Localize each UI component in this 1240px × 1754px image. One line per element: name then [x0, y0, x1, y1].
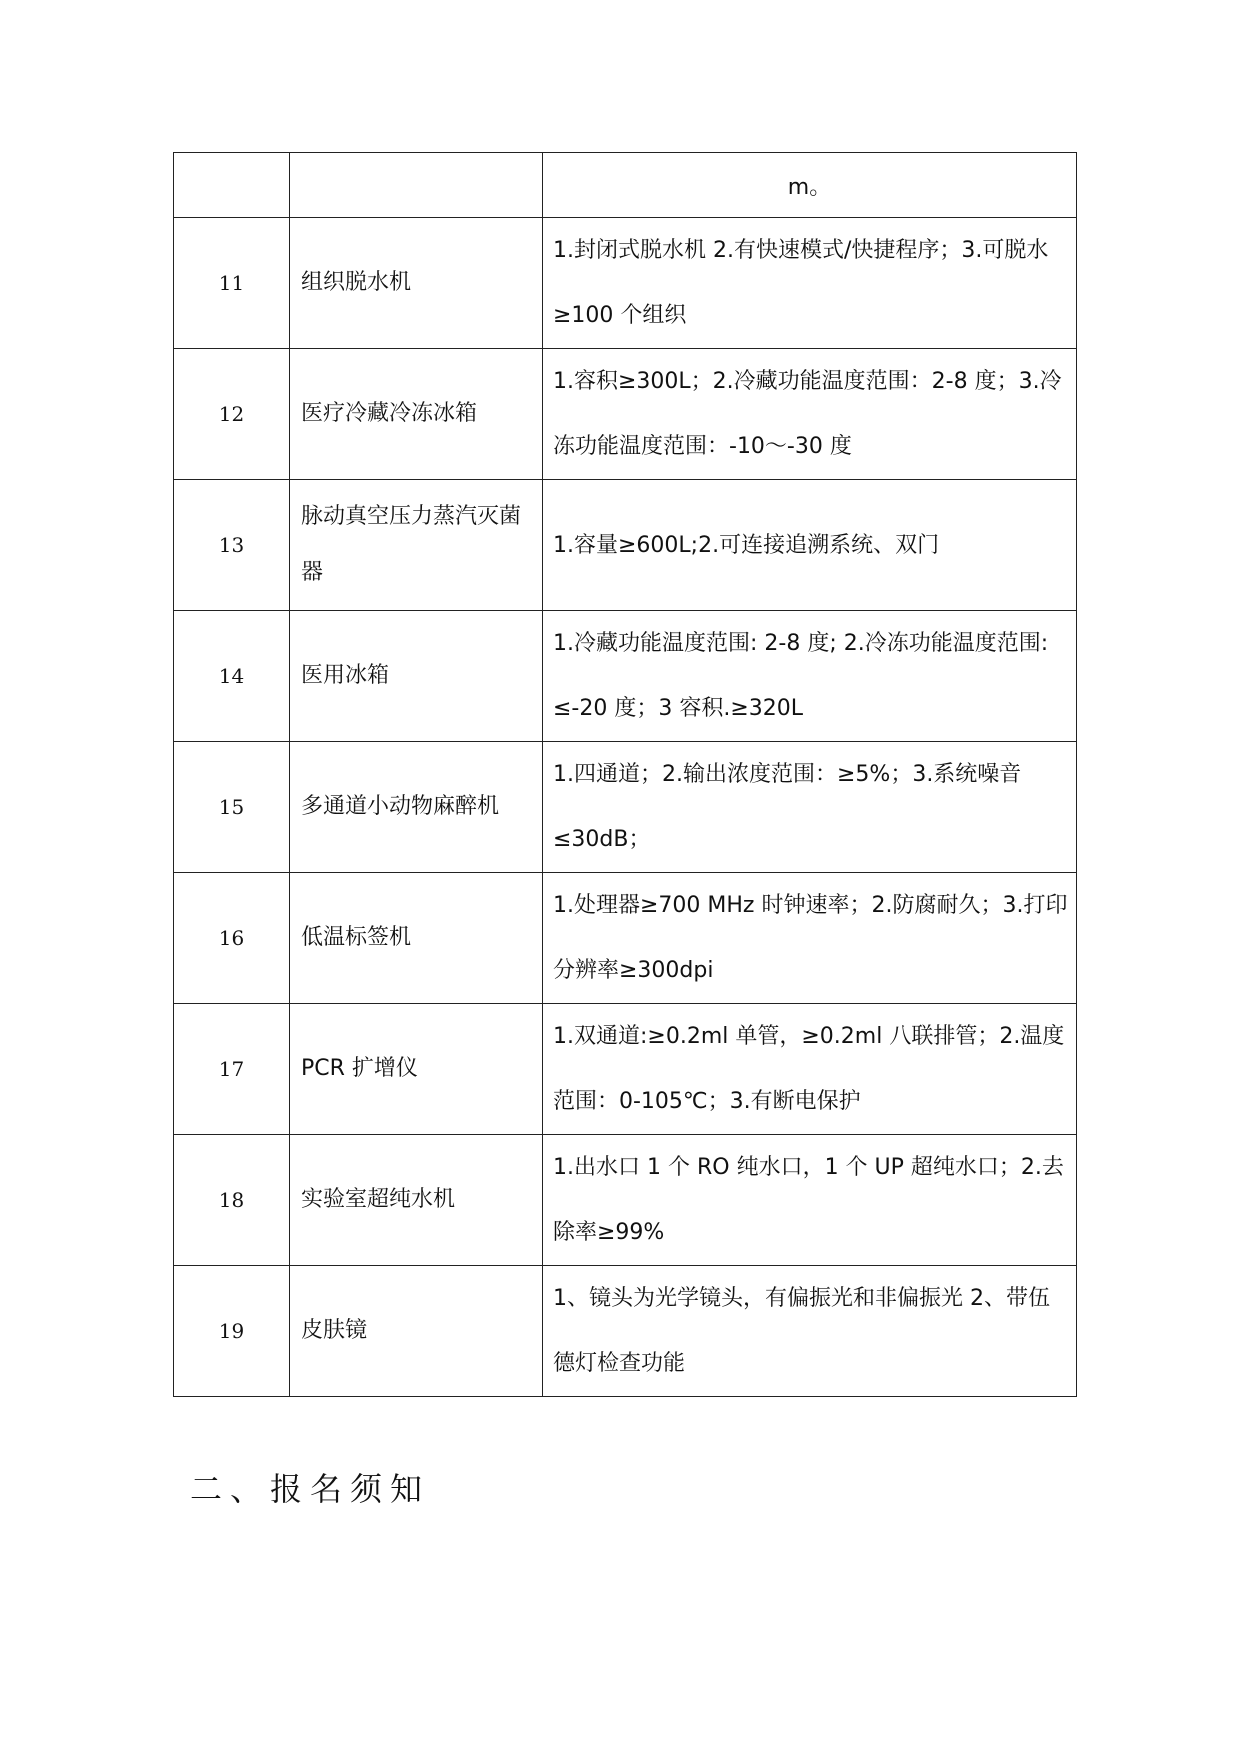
table-row — [174, 1266, 1077, 1397]
table-row — [174, 1135, 1077, 1266]
item-spec: 1.容量≥600L;2.可连接追溯系统、双门 — [543, 480, 1077, 611]
item-name: 组织脱水机 — [290, 218, 543, 349]
item-spec: 1.冷藏功能温度范围: 2-8 度; 2.冷冻功能温度范围: ≤-20 度；3 容积.≥320L — [543, 611, 1077, 742]
table-row — [174, 349, 1077, 480]
item-name: 医用冰箱 — [290, 611, 543, 742]
item-number: 12 — [174, 349, 290, 480]
item-name: 低温标签机 — [290, 873, 543, 1004]
item-number: 13 — [174, 480, 290, 611]
item-name: 多通道小动物麻醉机 — [290, 742, 543, 873]
table-row — [174, 611, 1077, 742]
continuation-row — [174, 153, 1077, 218]
item-name: 医疗冷藏冷冻冰箱 — [290, 349, 543, 480]
item-spec: 1.处理器≥700 MHz 时钟速率；2.防腐耐久；3.打印分辨率≥300dpi — [543, 873, 1077, 1004]
equipment-spec-table — [173, 152, 1077, 1397]
item-number: 19 — [174, 1266, 290, 1397]
item-number: 15 — [174, 742, 290, 873]
item-spec: 1.封闭式脱水机 2.有快速模式/快捷程序；3.可脱水≥100 个组织 — [543, 218, 1077, 349]
table-row — [174, 218, 1077, 349]
table-row — [174, 480, 1077, 611]
item-name: 皮肤镜 — [290, 1266, 543, 1397]
continuation-spec-cell: m。 — [543, 153, 1077, 218]
continuation-no-cell — [174, 153, 290, 218]
item-number: 17 — [174, 1004, 290, 1135]
item-number: 14 — [174, 611, 290, 742]
section-heading: 二、报名须知 — [190, 1470, 431, 1508]
item-spec: 1.四通道；2.输出浓度范围：≥5%；3.系统噪音≤30dB； — [543, 742, 1077, 873]
continuation-name-cell — [290, 153, 543, 218]
table-row — [174, 742, 1077, 873]
item-spec: 1.出水口 1 个 RO 纯水口，1 个 UP 超纯水口；2.去除率≥99% — [543, 1135, 1077, 1266]
item-name: 脉动真空压力蒸汽灭菌器 — [290, 480, 543, 611]
table-row — [174, 873, 1077, 1004]
item-spec: 1.双通道:≥0.2ml 单管，≥0.2ml 八联排管；2.温度范围：0-105℃；3.有断电保护 — [543, 1004, 1077, 1135]
item-name: PCR 扩增仪 — [290, 1004, 543, 1135]
item-name: 实验室超纯水机 — [290, 1135, 543, 1266]
item-number: 16 — [174, 873, 290, 1004]
table-row — [174, 1004, 1077, 1135]
item-number: 18 — [174, 1135, 290, 1266]
item-spec: 1.容积≥300L；2.冷藏功能温度范围：2-8 度；3.冷冻功能温度范围：-10～-30 度 — [543, 349, 1077, 480]
item-spec: 1、镜头为光学镜头，有偏振光和非偏振光 2、带伍德灯检查功能 — [543, 1266, 1077, 1397]
item-number: 11 — [174, 218, 290, 349]
